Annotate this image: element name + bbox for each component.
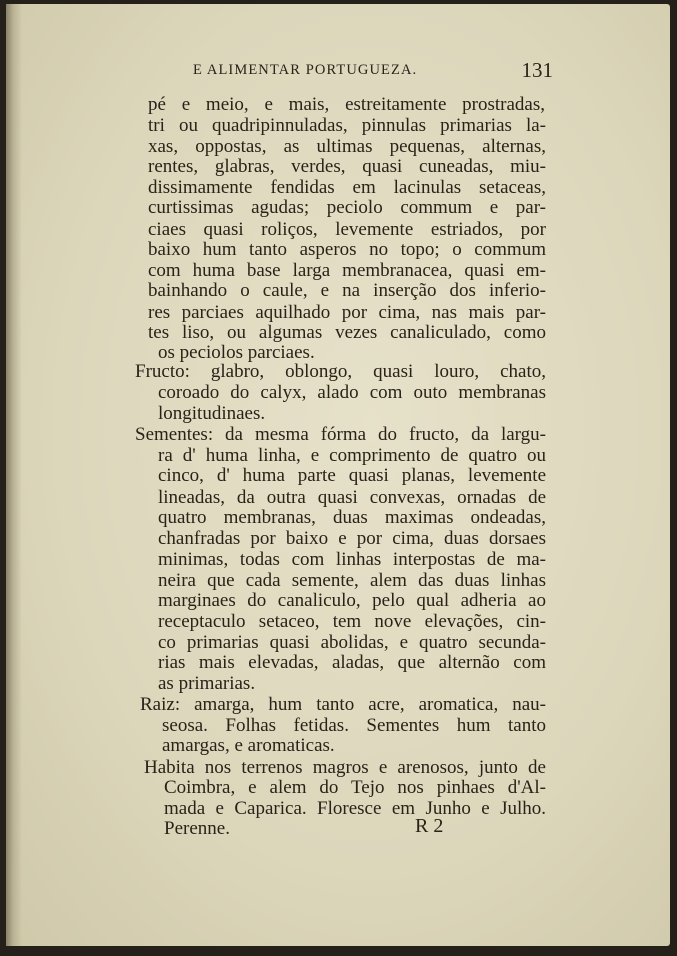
text-line: tri ou quadripinnuladas, pinnulas primarias la- — [148, 115, 546, 137]
text-line: coroado do calyx, alado com outo membranas — [158, 382, 546, 404]
text-line: co primarias quasi abolidas, e quatro secunda- — [158, 631, 546, 653]
text-line: mada e Caparica. Floresce em Junho e Julho. — [164, 797, 546, 819]
text-line: lineadas, da outra quasi convexas, ornadas de — [158, 486, 546, 508]
text-line: Raiz: amarga, hum tanto acre, aromatica, nau- — [140, 694, 546, 716]
text-line: ciaes quasi roliços, levemente estriados, por — [148, 218, 546, 240]
text-line: rias mais elevadas, aladas, que alternão com — [158, 652, 546, 674]
text-line: dissimamente fendidas em lacinulas setaceas, — [148, 176, 546, 198]
text-line: amargas, e aromaticas. — [162, 735, 335, 757]
text-line: receptaculo setaceo, tem nove elevações, cin- — [158, 611, 546, 633]
text-line: longitudinaes. — [158, 402, 266, 424]
running-title: E ALIMENTAR PORTUGUEZA. — [193, 62, 418, 78]
text-line: neira que cada semente, alem das duas linhas — [158, 569, 546, 591]
text-line: baixo hum tanto asperos no topo; o commum — [148, 239, 546, 261]
text-line: as primarias. — [158, 672, 256, 694]
text-line: Sementes: da mesma fórma do fructo, da largu- — [135, 424, 546, 446]
text-line: Fructo: glabro, oblongo, quasi louro, chato, — [135, 361, 546, 383]
text-line: rentes, glabras, verdes, quasi cuneadas, miu- — [148, 156, 546, 178]
text-line: seosa. Folhas fetidas. Sementes hum tanto — [162, 714, 546, 736]
text-line: minimas, todas com linhas interpostas de ma- — [158, 549, 546, 571]
text-line: res parciaes aquilhado por cima, nas mais par- — [148, 301, 546, 323]
text-line: Coimbra, e alem do Tejo nos pinhaes d'Al- — [164, 777, 546, 799]
text-line: marginaes do canaliculo, pelo qual adheria ao — [158, 590, 546, 611]
text-line: ra d' huma linha, e comprimento de quatro ou — [158, 444, 546, 466]
text-line: com huma base larga membranacea, quasi em- — [148, 259, 546, 281]
text-line: cinco, d' huma parte quasi planas, levemente — [158, 465, 546, 487]
text-line: Habita nos terrenos magros e arenosos, junto de — [144, 756, 546, 778]
page-number: 131 — [521, 58, 553, 82]
text-line: tes liso, ou algumas vezes canaliculado, como — [148, 321, 546, 343]
text-line: curtissimas agudas; peciolo commum e par- — [148, 197, 546, 219]
text-line: chanfradas por baixo e por cima, duas dorsaes — [158, 527, 546, 549]
text-line: xas, oppostas, as ultimas pequenas, alternas, — [148, 135, 546, 157]
text-line: bainhando o caule, e na inserção dos inferio- — [148, 280, 546, 302]
text-line: os peciolos parciaes. — [158, 342, 315, 364]
text-line: pé e meio, e mais, estreitamente prostradas, — [148, 94, 545, 115]
text-line: quatro membranas, duas maximas ondeadas, — [158, 507, 546, 529]
signature-mark: R 2 — [415, 815, 444, 837]
text-line: Perenne. — [164, 818, 230, 839]
